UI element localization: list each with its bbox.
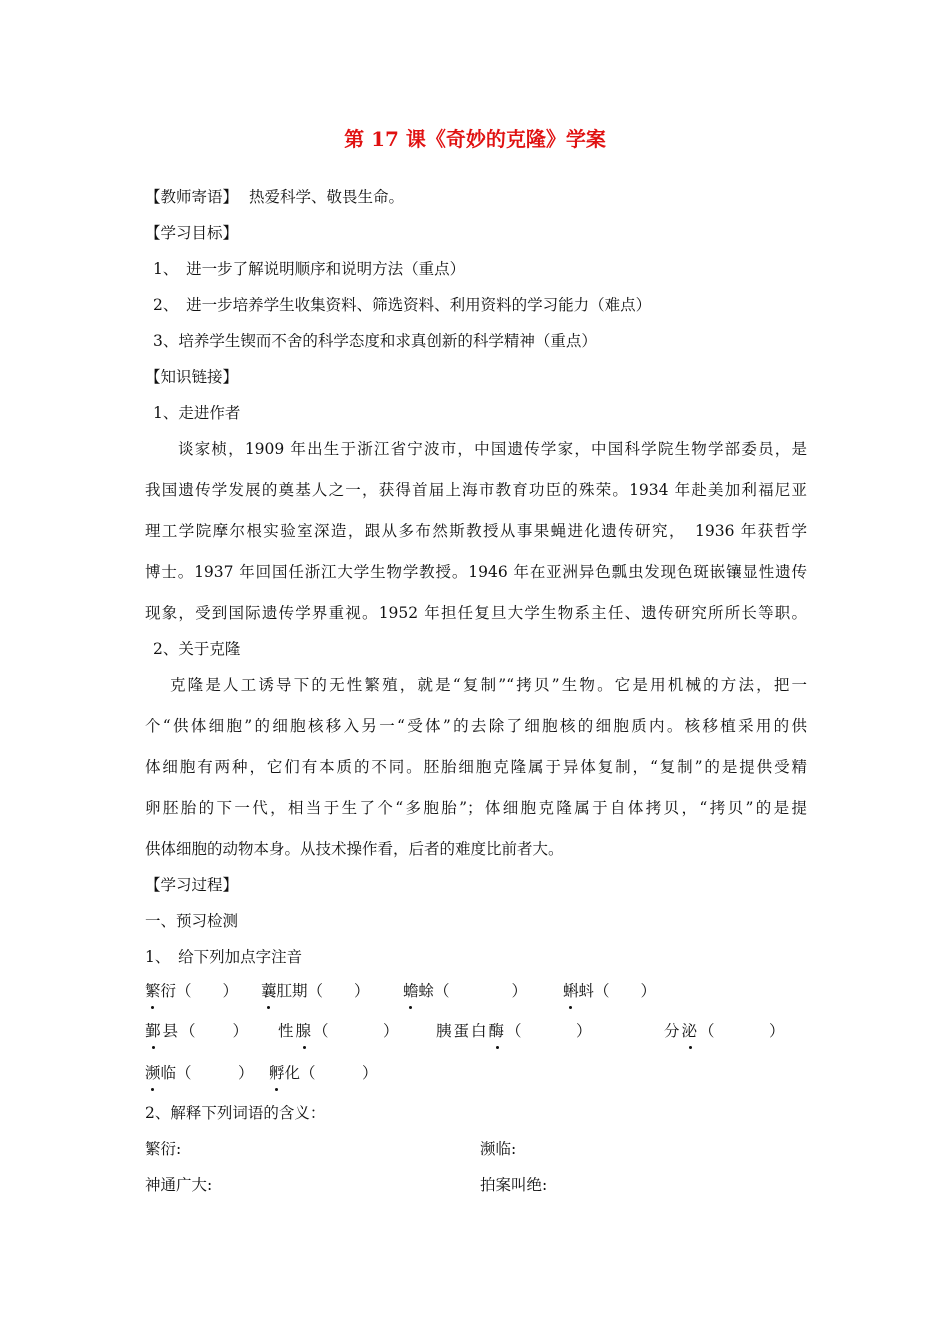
knowledge-heading: 【知识链接】 (145, 368, 239, 386)
word-rest: 衍 (160, 982, 177, 1000)
answer-blank[interactable]: （ ） (176, 1064, 254, 1082)
clone-paragraph-line: 个“供体细胞”的细胞核移入另一“受体”的去除了细胞核的细胞质内。核移植采用的供 (145, 717, 807, 735)
word-rest: 临 (160, 1064, 177, 1082)
part-preview-check: 一、预习检测 (145, 912, 239, 930)
clone-paragraph-line: 克隆是人工诱导下的无性繁殖，就是“复制”“拷贝”生物。它是用机械的方法，把一 (170, 676, 807, 694)
pinyin-item (403, 980, 527, 1002)
answer-blank[interactable]: （ ） (594, 982, 657, 1000)
pinyin-item (269, 1062, 378, 1084)
definition-field[interactable]: 神通广大: (145, 1176, 213, 1194)
answer-blank[interactable]: （ ） (176, 982, 239, 1000)
author-paragraph-line: 谈家桢，1909 年出生于浙江省宁波市，中国遗传学家，中国科学院生物学部委员，是 (178, 440, 807, 458)
process-heading: 【学习过程】 (145, 876, 239, 894)
answer-blank[interactable]: （ ） (307, 982, 370, 1000)
word-rest: 肛期 (276, 982, 308, 1000)
answer-blank[interactable]: （ ） (699, 1022, 787, 1040)
answer-blank[interactable]: （ ） (434, 982, 528, 1000)
teacher-message-text: 热爱科学、敬畏生命。 (248, 188, 404, 206)
clone-paragraph-line: 体细胞有两种，它们有本质的不同。胚胎细胞克隆属于异体复制，“复制”的是提供受精 (145, 758, 807, 776)
pinyin-item (278, 1020, 401, 1042)
author-paragraph-line: 现象，受到国际遗传学界重视。1952 年担任复旦大学生物系主任、遗传研究所所长等职。 (145, 604, 807, 622)
page-title: 第 17 课《奇妙的克隆》学案 (344, 127, 606, 151)
pinyin-item (145, 1020, 250, 1042)
teacher-message (145, 186, 404, 208)
definition-field[interactable]: 繁衍: (145, 1140, 182, 1158)
word-rest: 县 (162, 1022, 181, 1040)
dotted-char: 孵 (269, 1064, 285, 1082)
dotted-char: 酶 (488, 1022, 507, 1040)
word-rest: 蚪 (578, 982, 595, 1000)
dotted-char: 蟾 (403, 982, 419, 1000)
section-clone-title: 2、关于克隆 (153, 640, 241, 658)
answer-blank[interactable]: （ ） (300, 1064, 378, 1082)
dotted-char: 蝌 (563, 982, 579, 1000)
pinyin-item (563, 980, 656, 1002)
answer-blank[interactable]: （ ） (180, 1022, 251, 1040)
question-1: 1、 给下列加点字注音 (145, 948, 303, 966)
goal-item-1: 1、 进一步了解说明顺序和说明方法（重点） (153, 260, 466, 278)
author-paragraph-line: 理工学院摩尔根实验室深造，跟从多布然斯教授从事果蝇进化遗传研究， 1936 年获哲学 (145, 522, 807, 540)
question-2: 2、解释下列词语的含义： (145, 1104, 326, 1122)
dotted-char: 腺 (295, 1022, 314, 1040)
answer-blank[interactable]: （ ） (313, 1022, 401, 1040)
pinyin-item (436, 1020, 594, 1042)
pinyin-item (664, 1020, 787, 1042)
dotted-char: 濒 (145, 1064, 161, 1082)
dotted-char: 鄞 (145, 1022, 163, 1040)
pinyin-item (145, 980, 238, 1002)
word-rest: 分 (664, 1022, 682, 1040)
clone-paragraph-line: 供体细胞的动物本身。从技术操作看，后者的难度比前者大。 (145, 840, 564, 858)
definition-field[interactable]: 拍案叫绝: (480, 1176, 548, 1194)
section-author-title: 1、走进作者 (153, 404, 241, 422)
dotted-char: 繁 (145, 982, 161, 1000)
author-paragraph-line: 博士。1937 年回国任浙江大学生物学教授。1946 年在亚洲异色瓢虫发现色斑嵌镶显性遗传 (145, 563, 807, 581)
pinyin-item (145, 1062, 254, 1084)
word-rest: 胰蛋白 (436, 1022, 489, 1040)
goals-heading: 【学习目标】 (145, 224, 239, 242)
goal-item-2: 2、 进一步培养学生收集资料、筛选资料、利用资料的学习能力（难点） (153, 296, 652, 314)
pinyin-item (261, 980, 370, 1002)
dotted-char: 泌 (681, 1022, 700, 1040)
teacher-message-tag: 【教师寄语】 (145, 188, 239, 206)
word-rest: 蜍 (418, 982, 435, 1000)
author-paragraph-line: 我国遗传学发展的奠基人之一，获得首届上海市教育功臣的殊荣。1934 年赴美加利福尼亚 (145, 481, 807, 499)
goal-item-3: 3、培养学生锲而不舍的科学态度和求真创新的科学精神（重点） (153, 332, 597, 350)
answer-blank[interactable]: （ ） (506, 1022, 594, 1040)
definition-field[interactable]: 濒临: (480, 1140, 517, 1158)
word-rest: 性 (278, 1022, 296, 1040)
dotted-char: 蘘 (261, 982, 277, 1000)
clone-paragraph-line: 卵胚胎的下一代，相当于生了个“多胞胎”；体细胞克隆属于自体拷贝，“拷贝”的是提 (145, 799, 807, 817)
word-rest: 化 (284, 1064, 301, 1082)
